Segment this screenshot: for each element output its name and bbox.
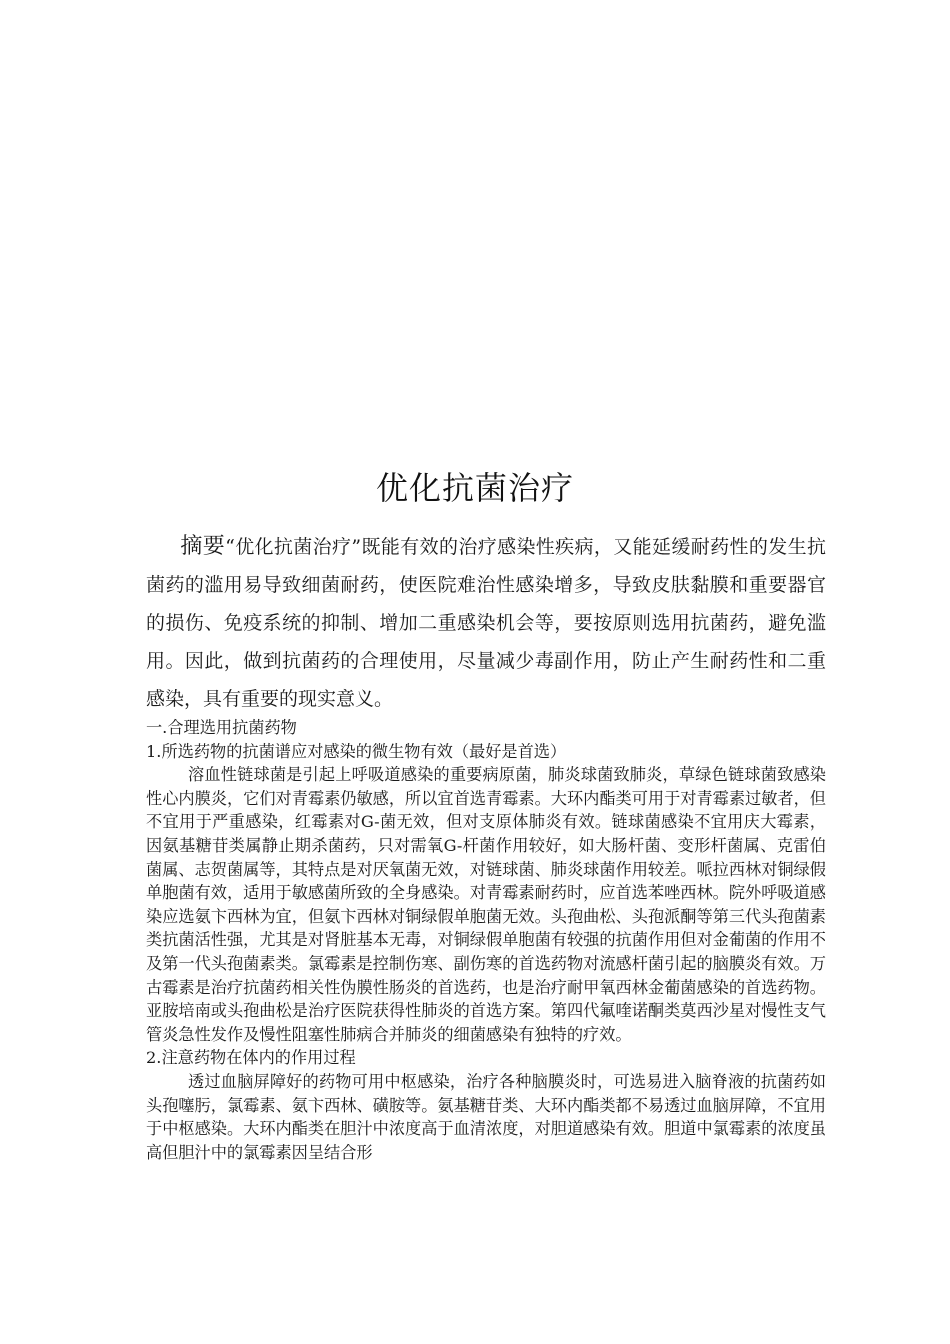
section-heading-1: 一.合理选用抗菌药物 [146,718,297,737]
abstract-label: 摘要 [180,534,226,559]
paragraph-antibacterial-spectrum: 溶血性链球菌是引起上呼吸道感染的重要病原菌，肺炎球菌致肺炎，草绿色链球菌致感染性心内膜炎，它们对青霉素仍敏感，所以宜首选青霉素。大环内酯类可用于对青霉素过敏者，但不宜用于严重感染，红霉素对G-菌无效，但对支原体肺炎有效。链球菌感染不宜用庆大霉素，因氨基糖苷类属静止期杀菌药，只对需氧G-杆菌作用较好，如大肠杆菌、变形杆菌属、克雷伯菌属、志贺菌属等，其特点是对厌氧菌无效，对链球菌、肺炎球菌作用较差。哌拉西林对铜绿假单胞菌有效，适用于敏感菌所致的全身感染。对青霉素耐药时，应首选苯唑西林。院外呼吸道感染应选氨卞西林为宜，但氨卞西林对铜绿假单胞菌无效。头孢曲松、头孢派酮等第三代头孢菌素类抗菌活性强，尤其是对肾脏基本无毒，对铜绿假单胞菌有较强的抗菌作用但对金葡菌的作用不及第一代头孢菌素类。氯霉素是控制伤寒、副伤寒的首选药物对流感杆菌引起的脑膜炎有效。万古霉素是治疗抗菌药相关性伪膜性肠炎的首选药，也是治疗耐甲氧西林金葡菌感染的首选药物。亚胺培南或头孢曲松是治疗医院获得性肺炎的首选方案。第四代氟喹诺酮类莫西沙星对慢性支气管炎急性发作及慢性阻塞性肺病合并肺炎的细菌感染有独特的疗效。 [146,765,826,1044]
subsection-heading-2: 2.注意药物在体内的作用过程 [146,1048,356,1068]
document-title: 优化抗菌治疗 [375,469,574,507]
subsection-heading-1: 1.所选药物的抗菌谱应对感染的微生物有效（最好是首选） [146,741,567,761]
abstract-text: “优化抗菌治疗”既能有效的治疗感染性疾病，又能延缓耐药性的发生抗菌药的滥用易导致细菌耐药，使医院难治性感染增多，导致皮肤黏膜和重要器官的损伤、免疫系统的抑制、增加二重感染机会等，要按原则选用抗菌药，避免滥用。因此，做到抗菌药的合理使用，尽量减少毒副作用，防止产生耐药性和二重感染，具有重要的现实意义。 [146,536,826,710]
abstract-paragraph [146,528,826,718]
body-text [146,716,826,1164]
paragraph-drug-process: 透过血脑屏障好的药物可用中枢感染，治疗各种脑膜炎时，可选易进入脑脊液的抗菌药如头孢噻肟，氯霉素、氨卞西林、磺胺等。氨基糖苷类、大环内酯类都不易透过血脑屏障，不宜用于中枢感染。大环内酯类在胆汁中浓度高于血清浓度，对胆道感染有效。胆道中氯霉素的浓度虽高但胆汁中的氯霉素因呈结合形 [146,1071,826,1162]
